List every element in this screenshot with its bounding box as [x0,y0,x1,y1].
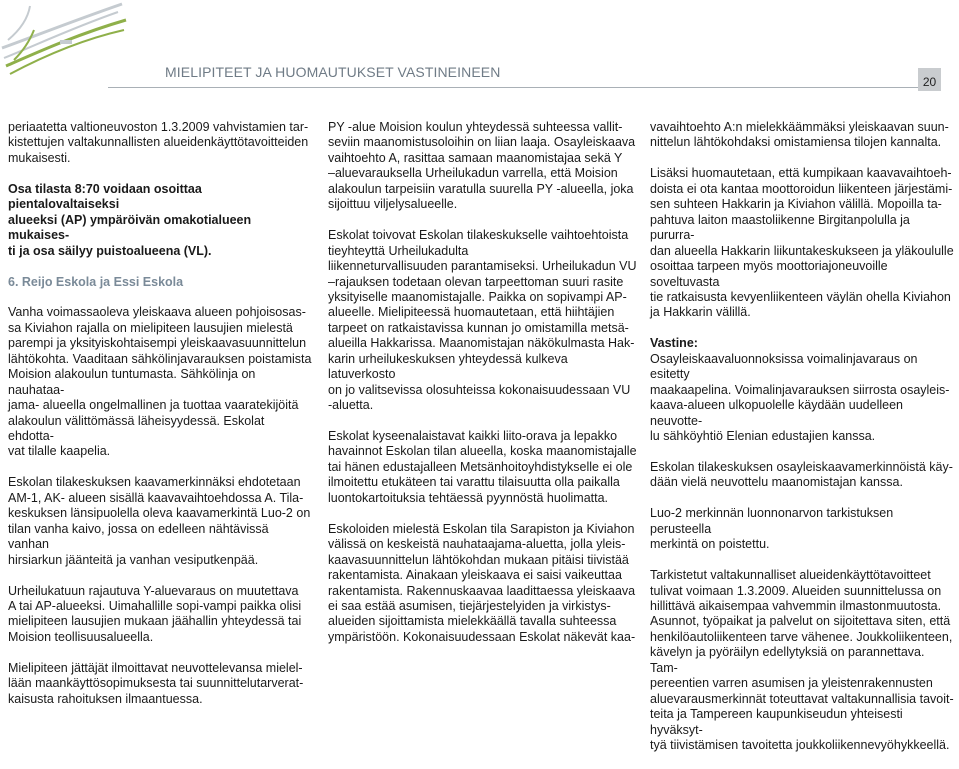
logo [0,0,130,80]
paragraph: Vanha voimassaoleva yleiskaava alueen pohjoisosas- sa Kiviahon rajalla on mielipiteen lausujien mielestä parempi ja yksityiskohtaisempi yleiskaavasuunnittelun lähtökohta. Vaaditaan sähkölinjavarauksen poistamista Moision alakoulun tuntumasta. Sähkölinja on nauhataa- jama- alueella ongelmallinen ja tuottaa vaaratekijöitä alakoulun välittömässä läheisyydessä. Eskolat ehdotta- vat tilalle kaapelia. [8,305,312,459]
paragraph: Tarkistetut valtakunnalliset alueidenkäyttötavoitteet tulivat voimaan 1.3.2009. Alueiden suunnittelussa on hillittävä aikaisempaa vahvemmin ilmastonmuutosta. Asunnot, työpaikat ja palvelut on sijoitettava siten, että henkilöautoliikenteen tarve vähenee. Joukkoliikenteen, kävelyn ja pyöräilyn edellytyksiä on parannettava. Tam- pereentien varren asumisen ja yleistenrakennusten aluevarausmerkinnät toteuttavat valtakunnallisia tavoit- teita ja Tampereen kaupunkiseudun yhteisesti hyväksyt- tyä tiivistämisen tavoitetta joukkoliikennevyöhykkeellä. [650,568,954,753]
paragraph: Osa tilasta 8:70 voidaan osoittaa pientalovaltaiseksi alueeksi (AP) ympäröivän omakotialueen mukaises- ti ja osa säilyy puistoalueena (VL). [8,181,252,258]
paragraph: Luo-2 merkinnän luonnonarvon tarkistuksen perusteella merkintä on poistettu. [650,506,894,552]
text-column-1 [8,120,313,723]
text-column-2 [328,120,638,661]
paragraph: Eskolat toivovat Eskolan tilakeskukselle vaihtoehtoista tieyhteyttä Urheilukadulta liikenneturvallisuuden parantamiseksi. Urheilukadun VU –rajauksen todetaan olevan tarpeettoman suuri rasite yksityiselle maanomistajalle. Paikka on sopivampi AP- alueelle. Mielipiteessä huomautetaan, että hiihtäjien tarpeet on ratkaistavissa kunnan jo omistamilla metsä- alueilla Hakkarissa. Maanomistajan näkökulmasta Hak- karin urheilukeskuksen yhteydessä kulkeva latuverkosto on jo valitsevissa olosuhteissa kokonaisuudessaan VU -aluetta. [328,228,637,413]
page-header-title: MIELIPITEET JA HUOMAUTUKSET VASTINEINEEN [165,64,501,80]
leaf-logo-icon [0,0,130,80]
paragraph: Eskolan tilakeskuksen osayleiskaavamerkinnöistä käy- dään vielä neuvottelu maanomistajan kanssa. [650,459,953,490]
paragraph: vavaihtoehto A:n mielekkäämmäksi yleiskaavan suun- nittelun lähtökohdaksi omistamiensa tilojen kannalta. [650,120,949,150]
paragraph: PY -alue Moision koulun yhteydessä suhteessa vallit- seviin maanomistusoloihin on liian laaja. Osayleiskaava vaihtoehto A, rasittaa samaan maanomistajaa sekä Y –aluevarauksella Urheilukadun varrella, että Moision alakoulun tarpeisiin varatulla suurella PY -alueella, joka sijoittuu viljelysalueelle. [328,120,636,212]
paragraph: Osayleiskaavaluonnoksissa voimalinjavaraus on esitetty maakaapelina. Voimalinjavarauksen siirrosta osayleis- kaava-alueen ulkopuolelle käydään uudelleen neuvotte- lu sähköyhtiö Elenian edustajien kanssa. [650,351,950,444]
header-rule [108,87,941,88]
paragraph: Urheilukatuun rajautuva Y-aluevaraus on muutettava A tai AP-alueeksi. Uimahallille sopi-vampi paikka olisi mielipiteen lausujien mukaan jäähallin yhteydessä tai Moision teollisuusalueella. [8,583,302,644]
paragraph: Mielipiteen jättäjät ilmoittavat neuvottelevansa mielel- lään maankäyttösopimuksesta tai suunnittelutarverat- kaisusta rahoituksen ilmaantuessa. [8,660,304,706]
paragraph: Eskolan tilakeskuksen kaavamerkinnäksi ehdotetaan AM-1, AK- alueen sisällä kaavavaihtoehdossa A. Tila- keskuksen länsipuolella oleva kaavamerkintä Luo-2 on tilan vanha kaivo, jossa on edelleen nähtävissä vanhan hirsiarkun jäänteitä ja vanhan vesiputkenpää. [8,475,311,567]
paragraph: periaatetta valtioneuvoston 1.3.2009 vahvistamien tar- kistettujen valtakunnallisten alueidenkäyttötavoitteiden mukaisesti. [8,120,309,165]
paragraph: Lisäksi huomautetaan, että kumpikaan kaavavaihtoeh- doista ei ota kantaa moottoroidun liikenteen järjestämi- sen suhteen Hakkarin ja Kiviahon välillä. Mopoilla ta- pahtuva laiton maastoliikenne Birgitanpolulla ja pururra- dan alueella Hakkarin liikuntakeskukseen ja yläkoululle osoittaa tarpeen myös moottoriajoneuvoille soveltuvasta tie ratkaisusta kevyenliikenteen väylän ohella Kiviahon ja Hakkarin välillä. [650,166,954,320]
page-number: 20 [918,68,941,91]
paragraph: Eskoloiden mielestä Eskolan tila Sarapiston ja Kiviahon välissä on keskeistä nauhataajama-aluetta, jolla yleis- kaavasuunnittelun lähtökohdan mukaan pitäisi tiivistää rakentamista. Ainakaan yleiskaava ei saisi vaikeuttaa rakentamista. Rakennuskaavaa laadittaessa yleiskaava ei saa estää asumisen, tiejärjestelyiden ja virkistys- alueiden sijoittamista mielekkäällä tavalla suhteessa ympäristöön. Kokonaisuudessaan Eskolat näkevät kaa- [328,521,636,644]
section-heading: Vastine: [650,336,698,351]
text-column-3 [650,120,955,769]
paragraph: Eskolat kyseenalaistavat kaikki liito-orava ja lepakko havainnot Eskolan tilan alueella, koska maanomistajalle tai hänen edustajalleen Metsänhoitoyhdistykselle ei ole ilmoitettu etukäteen tai varattu tilaisuutta olla paikalla luontokartoituksia tehtäessä pyynnöstä huolimatta. [328,429,637,505]
section-heading: 6. Reijo Eskola ja Essi Eskola [8,274,184,289]
